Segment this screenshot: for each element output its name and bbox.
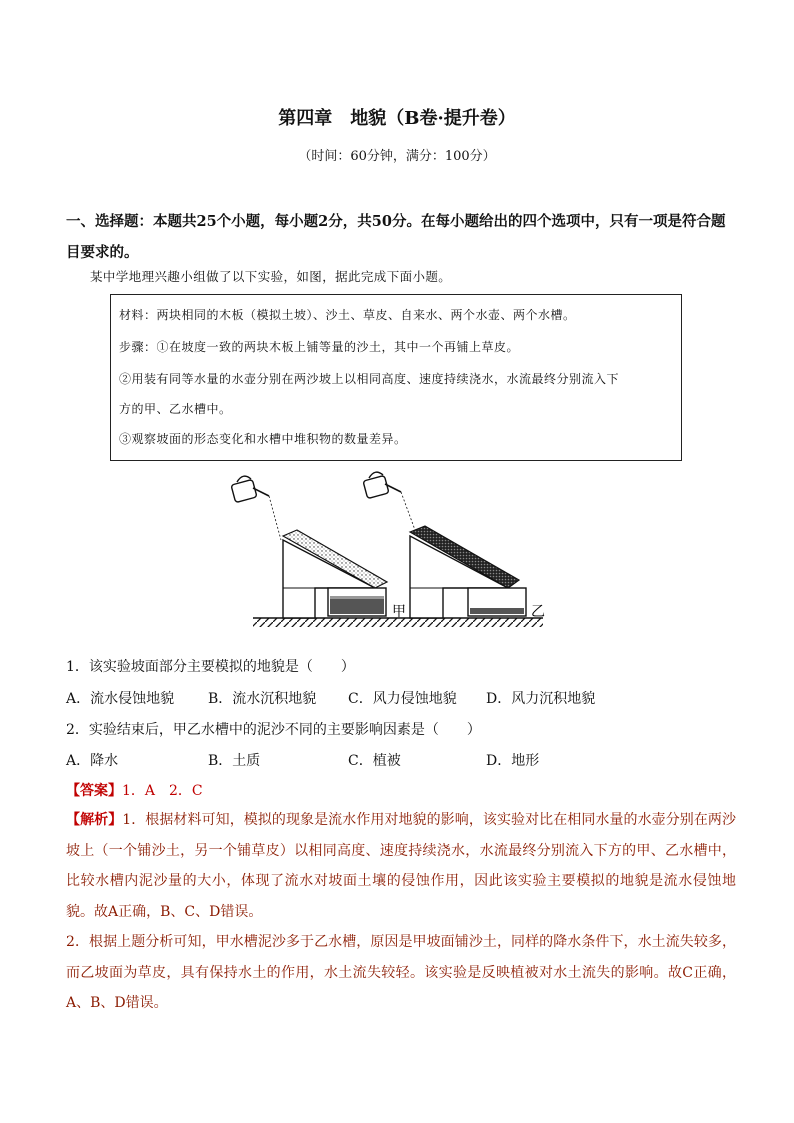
page-title: 第四章 地貌（B卷·提升卷） bbox=[278, 108, 516, 129]
q2-option-c: C．植被 bbox=[348, 753, 401, 769]
answer-text: 1．A 2．C bbox=[122, 783, 203, 799]
watering-can-right-icon bbox=[363, 472, 415, 530]
q2-option-d: D．地形 bbox=[486, 753, 540, 769]
q1-option-c: C．风力侵蚀地貌 bbox=[348, 691, 457, 707]
water-trough-yi bbox=[468, 588, 526, 616]
analysis-text-2: 2．根据上题分析可知，甲水槽泥沙多于乙水槽，原因是甲坡面铺沙土，同样的降水条件下，水土流失较多，而乙坡面为草皮，具有保持水土的作用，水土流失较轻。该实验是反映植被对水土流失的影响。故C正确，A、B、D错误。 bbox=[66, 934, 736, 1011]
label-jia: 甲 bbox=[392, 604, 406, 620]
analysis-text-1: 1．根据材料可知，模拟的现象是流水作用对地貌的影响，该实验对比在相同水量的水壶分别在两沙坡上（一个铺沙土，另一个铺草皮）以相同高度、速度持续浇水，水流最终分别流入下方的甲、乙水槽中，比较水槽内泥沙量的大小，体现了流水对坡面土壤的侵蚀作用，因此该实验主要模拟的地貌是流水侵蚀地貌。故A正确，B、C、D错误。 bbox=[66, 812, 737, 920]
answer-label: 【答案】 bbox=[66, 783, 122, 799]
q2-option-b: B．土质 bbox=[208, 753, 261, 769]
q1-option-b: B．流水沉积地貌 bbox=[208, 691, 317, 707]
q1-option-a: A．流水侵蚀地貌 bbox=[66, 691, 175, 707]
label-yi: 乙 bbox=[531, 604, 545, 620]
analysis-label: 【解析】 bbox=[66, 812, 123, 828]
passage-intro: 某中学地理兴趣小组做了以下实验，如图，据此完成下面小题。 bbox=[90, 269, 452, 284]
material-line: 材料：两块相同的木板（模拟土坡）、沙土、草皮、自来水、两个水壶、两个水槽。 bbox=[119, 308, 576, 322]
material-box bbox=[110, 294, 682, 461]
q2-option-a: A．降水 bbox=[66, 753, 119, 769]
exam-info: （时间：60分钟，满分：100分） bbox=[298, 149, 496, 164]
watering-can-left-icon bbox=[231, 476, 281, 540]
material-line: 方的甲、乙水槽中。 bbox=[119, 402, 232, 416]
experiment-diagram bbox=[225, 470, 555, 630]
material-line: 步骤：①在坡度一致的两块木板上铺等量的沙土，其中一个再铺上草皮。 bbox=[119, 340, 520, 354]
analysis-para-2 bbox=[66, 927, 736, 1019]
material-line: ②用装有同等水量的水壶分别在两沙坡上以相同高度、速度持续浇水，水流最终分别流入下 bbox=[119, 372, 620, 386]
question-2: 2．实验结束后，甲乙水槽中的泥沙不同的主要影响因素是（ ） bbox=[66, 722, 481, 738]
section-heading: 一、选择题：本题共25个小题，每小题2分，共50分。在每小题给出的四个选项中，只有一项是符合题目要求的。 bbox=[66, 213, 726, 261]
answer-line bbox=[66, 780, 203, 800]
analysis-para-1 bbox=[66, 805, 736, 927]
question-1: 1．该实验坡面部分主要模拟的地貌是（ ） bbox=[66, 659, 355, 675]
water-trough-jia bbox=[328, 588, 386, 616]
q1-option-d: D．风力沉积地貌 bbox=[486, 691, 596, 707]
material-line: ③观察坡面的形态变化和水槽中堆积物的数量差异。 bbox=[119, 432, 407, 446]
